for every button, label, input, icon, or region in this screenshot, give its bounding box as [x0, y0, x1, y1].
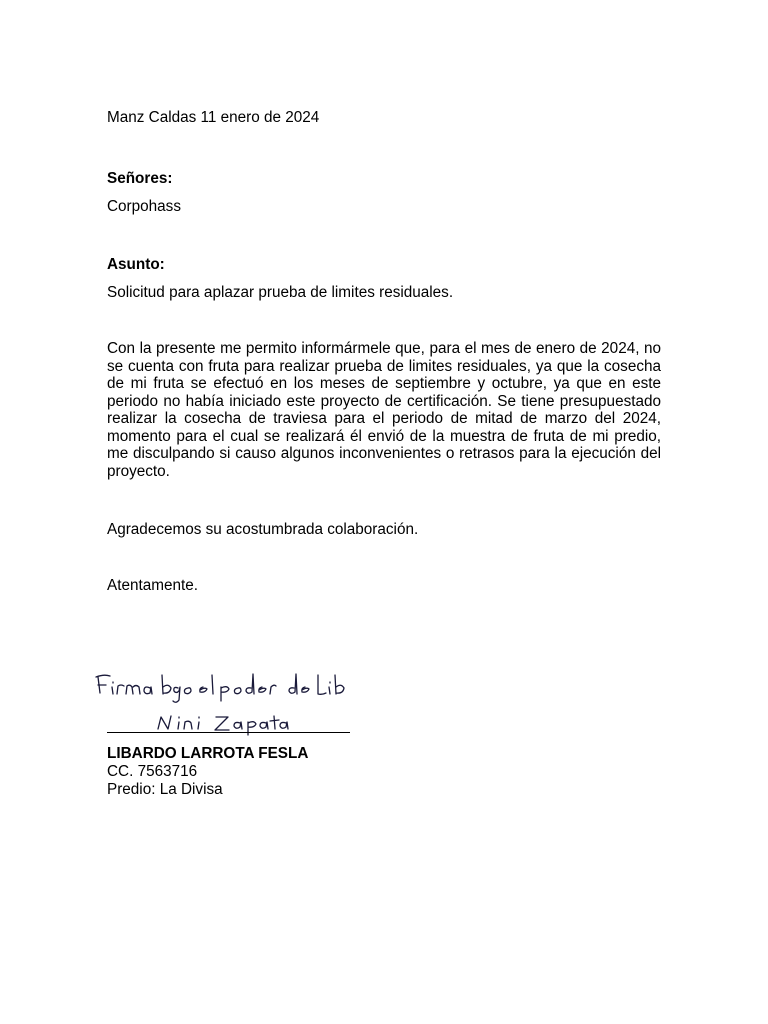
signer-property: Predio: La Divisa [107, 780, 223, 798]
thanks-line: Agradecemos su acostumbrada colaboración. [107, 521, 419, 538]
recipient-name: Corpohass [107, 198, 181, 215]
signature-underline [107, 732, 350, 733]
subject-text: Solicitud para aplazar prueba de limites residuales. [107, 284, 454, 301]
signer-id: CC. 7563716 [107, 762, 198, 780]
handwritten-signature [88, 661, 350, 737]
signer-block [107, 745, 308, 798]
signer-name: LIBARDO LARROTA FESLA [107, 745, 309, 762]
signature-image [88, 661, 350, 737]
recipient-heading: Señores: [107, 170, 173, 187]
subject-heading: Asunto: [107, 256, 165, 273]
letter-body: Con la presente me permito informármele que, para el mes de enero de 2024, no se cuenta con fruta para realizar prueba de limites residuales, ya que la cosecha de mi fruta se efectuó en los meses de septiembre y octubre, ya que en este periodo no había iniciado este proyecto de certificación. Se tiene presupuestado realizar la cosecha de traviesa para el periodo de mitad de marzo del 2024, momento para el cual se realizará él envió de la muestra de fruta de mi predio, me disculpando si causo algunos inconvenientes o retrasos para la ejecución del proyecto. [107, 340, 661, 480]
place-date: Manz Caldas 11 enero de 2024 [107, 109, 320, 126]
closing-line: Atentamente. [107, 577, 198, 594]
